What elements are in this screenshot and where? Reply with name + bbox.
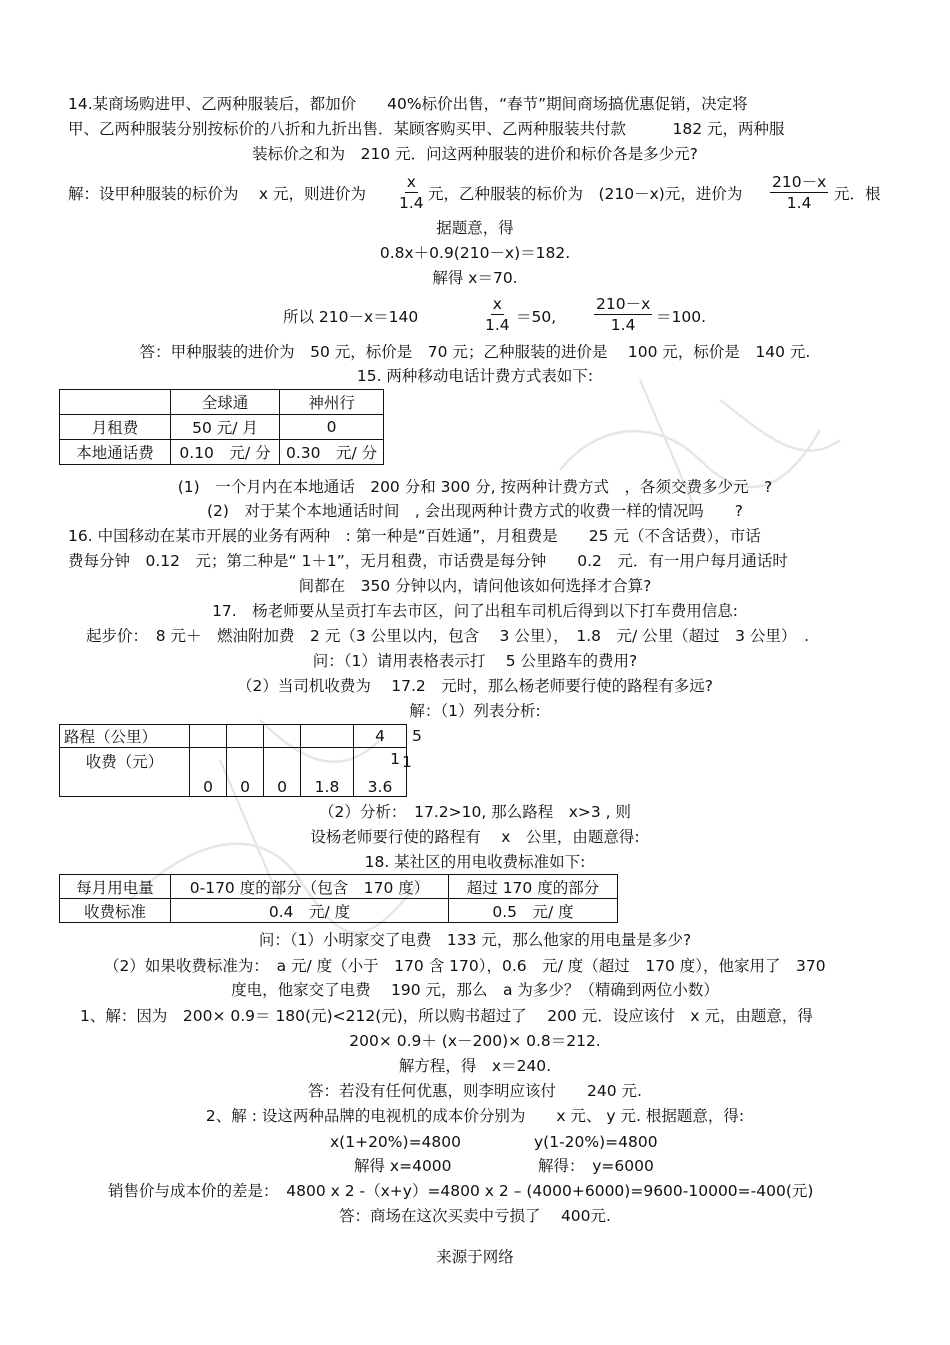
table-cell: 0 <box>227 748 264 797</box>
table-cell: 本地通话费 <box>60 440 171 465</box>
q14-fraction-3-result: ＝50, <box>516 308 557 326</box>
table-cell <box>227 725 264 748</box>
table-cell: 路程（公里） <box>60 725 190 748</box>
q17-line-6: （2）分析： 17.2>10, 那么路程 x>3 , 则 <box>319 803 631 821</box>
q14-solve: 解得 x＝70. <box>432 269 518 287</box>
q18-title: 18. 某社区的用电收费标准如下: <box>364 853 586 871</box>
answer-1-line-1: 1、解：因为 200× 0.9＝ 180(元)<212(元)，所以购书超过了 200 元．设应该付 x 元，由题意，得 <box>80 1007 813 1025</box>
table-cell: 4 <box>354 725 407 748</box>
q17-line-7: 设杨老师要行使的路程有 x 公里，由题意得: <box>310 828 640 846</box>
q14-solution-b: 元，乙种服装的标价为 (210－x)元，进价为 <box>428 185 743 203</box>
q17-line-2: 起步价： 8 元＋ 燃油附加费 2 元（3 公里以内，包含 3 公里）， 1.8 元/ 公里（超过 3 公里） . <box>86 627 810 645</box>
q16-line-2: 费每分钟 0.12 元；第二种是“ 1＋1”，无月租费，市话费是每分钟 0.2 元．有一用户每月通话时 <box>68 552 788 570</box>
answer-2-solve-y: 解得： y=6000 <box>538 1157 654 1175</box>
q16-line-3: 间都在 350 分钟以内，请问他该如何选择才合算? <box>298 577 652 595</box>
q14-fraction-4: $\frac{210-x}{1.4}$ <box>596 295 651 334</box>
answer-2-eq-x: x(1+20%)=4800 <box>330 1133 462 1151</box>
table-row <box>60 725 407 748</box>
table-cell: 50 元/ 月 <box>171 415 280 440</box>
table-cell: 1.8 <box>301 748 354 797</box>
table-cell: 0.4 元/ 度 <box>171 899 449 923</box>
q17-table-overflow-5: 5 <box>412 727 422 745</box>
q18-table <box>59 874 618 923</box>
q14-line-3: 装标价之和为 210 元．问这两种服装的进价和标价各是多少元? <box>252 145 698 163</box>
table-cell <box>60 390 171 415</box>
q14-fraction-1: $\frac{x}{1.4}$ <box>399 173 424 212</box>
q14-line-2: 甲、乙两种服装分别按标价的八折和九折出售．某顾客购买甲、乙两种服装共付款 182 元，两种服 <box>68 120 785 138</box>
q14-line-5: 据题意，得 <box>436 219 514 237</box>
answer-2-eq-y: y(1-20%)=4800 <box>534 1133 658 1151</box>
answer-1-line-3: 解方程，得 x＝240. <box>398 1057 552 1075</box>
table-row <box>60 899 618 923</box>
table-cell: 0 <box>190 748 227 797</box>
q17-table <box>59 724 407 797</box>
q15-part-2: (2) 对于某个本地通话时间 , 会出现两种计费方式的收费一样的情况吗 ? <box>206 502 744 520</box>
q18-line-2: （2）如果收费标准为： a 元/ 度（小于 170 含 170），0.6 元/ 度（超过 170 度），他家用了 370 <box>104 957 826 975</box>
q14-line-1: 14.某商场购进甲、乙两种服装后，都加价 40%标价出售，“春节”期间商场搞优惠促销，决定将 <box>68 95 748 113</box>
table-cell: 0.5 元/ 度 <box>449 899 618 923</box>
q17-line-4: （2）当司机收费为 17.2 元时，那么杨老师要行使的路程有多远? <box>236 677 714 695</box>
table-row <box>60 875 618 899</box>
q14-so: 所以 210－x＝140 <box>283 308 419 326</box>
footer-source: 来源于网络 <box>436 1248 514 1266</box>
table-row <box>60 390 384 415</box>
table-cell: 神州行 <box>280 390 384 415</box>
table-cell: 每月用电量 <box>60 875 171 899</box>
q14-fraction-2: $\frac{210-x}{1.4}$ <box>772 173 827 212</box>
q14-fraction-3: $\frac{x}{1.4}$ <box>485 295 510 334</box>
table-cell: 1 3.6 <box>354 748 407 797</box>
table-cell: 0-170 度的部分（包含 170 度） <box>171 875 449 899</box>
q14-equation: 0.8x＋0.9(210－x)＝182. <box>379 244 571 262</box>
table-cell: 超过 170 度的部分 <box>449 875 618 899</box>
answer-1-line-2: 200× 0.9＋ (x－200)× 0.8＝212. <box>349 1032 601 1050</box>
q14-fraction-4-result: ＝100. <box>656 308 707 326</box>
table-cell: 0 <box>280 415 384 440</box>
q15-table <box>59 389 384 465</box>
q15-part-1: (1) 一个月内在本地通话 200 分和 300 分, 按两种计费方式 ，各须交费多少元 ? <box>177 478 773 496</box>
q17-table-overflow-1: 1 <box>402 753 412 771</box>
answer-2-line-5: 答：商场在这次买卖中亏损了 400元. <box>339 1207 611 1225</box>
q17-line-5: 解：（1）列表分析: <box>409 702 541 720</box>
q14-solution-c: 元．根 <box>834 185 881 203</box>
q18-line-1: 问：（1）小明家交了电费 133 元，那么他家的用电量是多少? <box>258 931 692 949</box>
table-cell: 收费（元） <box>60 748 190 797</box>
table-cell: 收费标准 <box>60 899 171 923</box>
table-cell-partial: 1 <box>390 750 400 768</box>
table-cell <box>301 725 354 748</box>
q18-line-3: 度电，他家交了电费 190 元，那么 a 为多少？（精确到两位小数） <box>231 981 719 999</box>
table-cell: 0 <box>264 748 301 797</box>
table-row <box>60 748 407 797</box>
answer-1-line-4: 答：若没有任何优惠，则李明应该付 240 元. <box>308 1082 642 1100</box>
q14-solution-a: 解：设甲种服装的标价为 x 元，则进价为 <box>68 185 367 203</box>
table-cell: 0.30 元/ 分 <box>280 440 384 465</box>
table-cell: 0.10 元/ 分 <box>171 440 280 465</box>
answer-2-solve-x: 解得 x=4000 <box>354 1157 452 1175</box>
q14-answer: 答：甲种服装的进价为 50 元，标价是 70 元；乙种服装的进价是 100 元，标价是 140 元. <box>139 343 811 361</box>
q16-line-1: 16. 中国移动在某市开展的业务有两种 : 第一种是“百姓通”，月租费是 25 元（不含话费），市话 <box>68 527 761 545</box>
table-cell: 全球通 <box>171 390 280 415</box>
table-cell: 月租费 <box>60 415 171 440</box>
answer-2-line-4: 销售价与成本价的差是： 4800 x 2 -（x+y）=4800 x 2 – (4000+6000)=9600-10000=-400(元) <box>108 1182 814 1200</box>
table-row <box>60 440 384 465</box>
table-cell <box>190 725 227 748</box>
table-row <box>60 415 384 440</box>
answer-2-line-1: 2、解 : 设这两种品牌的电视机的成本价分别为 x 元、 y 元. 根据题意，得: <box>205 1107 745 1125</box>
q17-line-1: 17. 杨老师要从呈贡打车去市区，问了出租车司机后得到以下打车费用信息: <box>212 602 738 620</box>
table-cell <box>264 725 301 748</box>
q15-title: 15. 两种移动电话计费方式表如下: <box>356 367 594 385</box>
q17-line-3: 问：（1）请用表格表示打 5 公里路车的费用? <box>312 652 638 670</box>
